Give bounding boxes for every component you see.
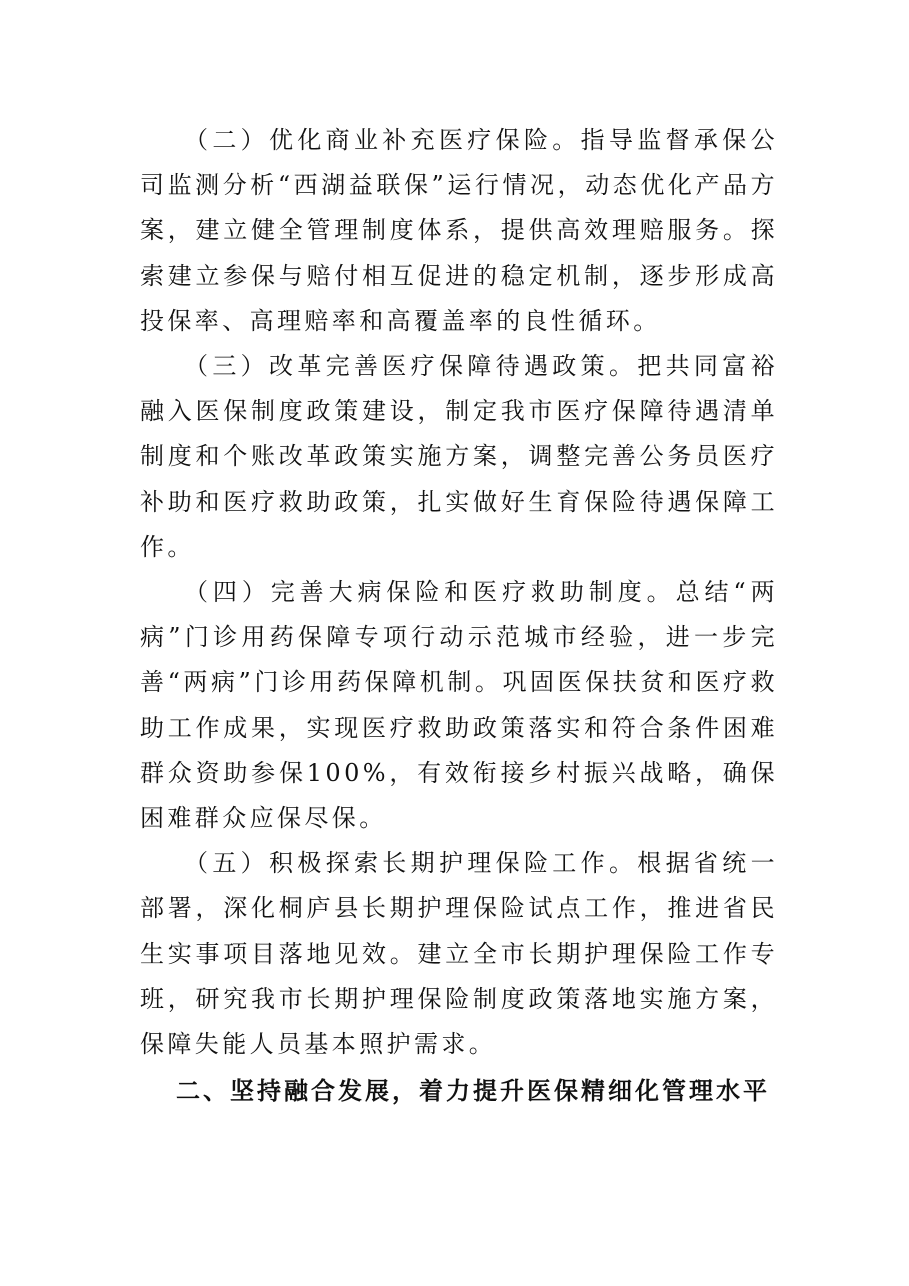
paragraph-commercial-insurance: （二）优化商业补充医疗保险。指导监督承保公司监测分析“西湖益联保”运行情况，动态优化产品方案，建立健全管理制度体系，提供高效理赔服务。探索建立参保与赔付相互促进的稳定机制，逐步形成高投保率、高理赔率和高覆盖率的良性循环。 <box>140 126 778 335</box>
paragraph-treatment-policy: （三）改革完善医疗保障待遇政策。把共同富裕融入医保制度政策建设，制定我市医疗保障待遇清单制度和个账改革政策实施方案，调整完善公务员医疗补助和医疗救助政策，扎实做好生育保险待遇保障工作。 <box>140 352 778 561</box>
section-heading: 二、坚持融合发展，着力提升医保精细化管理水平 <box>176 1077 770 1106</box>
paragraph-serious-illness: （四）完善大病保险和医疗救助制度。总结“两病”门诊用药保障专项行动示范城市经验，进一步完善“两病”门诊用药保障机制。巩固医保扶贫和医疗救助工作成果，实现医疗救助政策落实和符合条件困难群众资助参保100%，有效衔接乡村振兴战略，确保困难群众应保尽保。 <box>140 578 778 833</box>
document-body <box>140 118 778 1114</box>
paragraph-long-term-care: （五）积极探索长期护理保险工作。根据省统一部署，深化桐庐县长期护理保险试点工作，推进省民生实事项目落地见效。建立全市长期护理保险工作专班，研究我市长期护理保险制度政策落地实施方案，保障失能人员基本照护需求。 <box>140 849 778 1059</box>
